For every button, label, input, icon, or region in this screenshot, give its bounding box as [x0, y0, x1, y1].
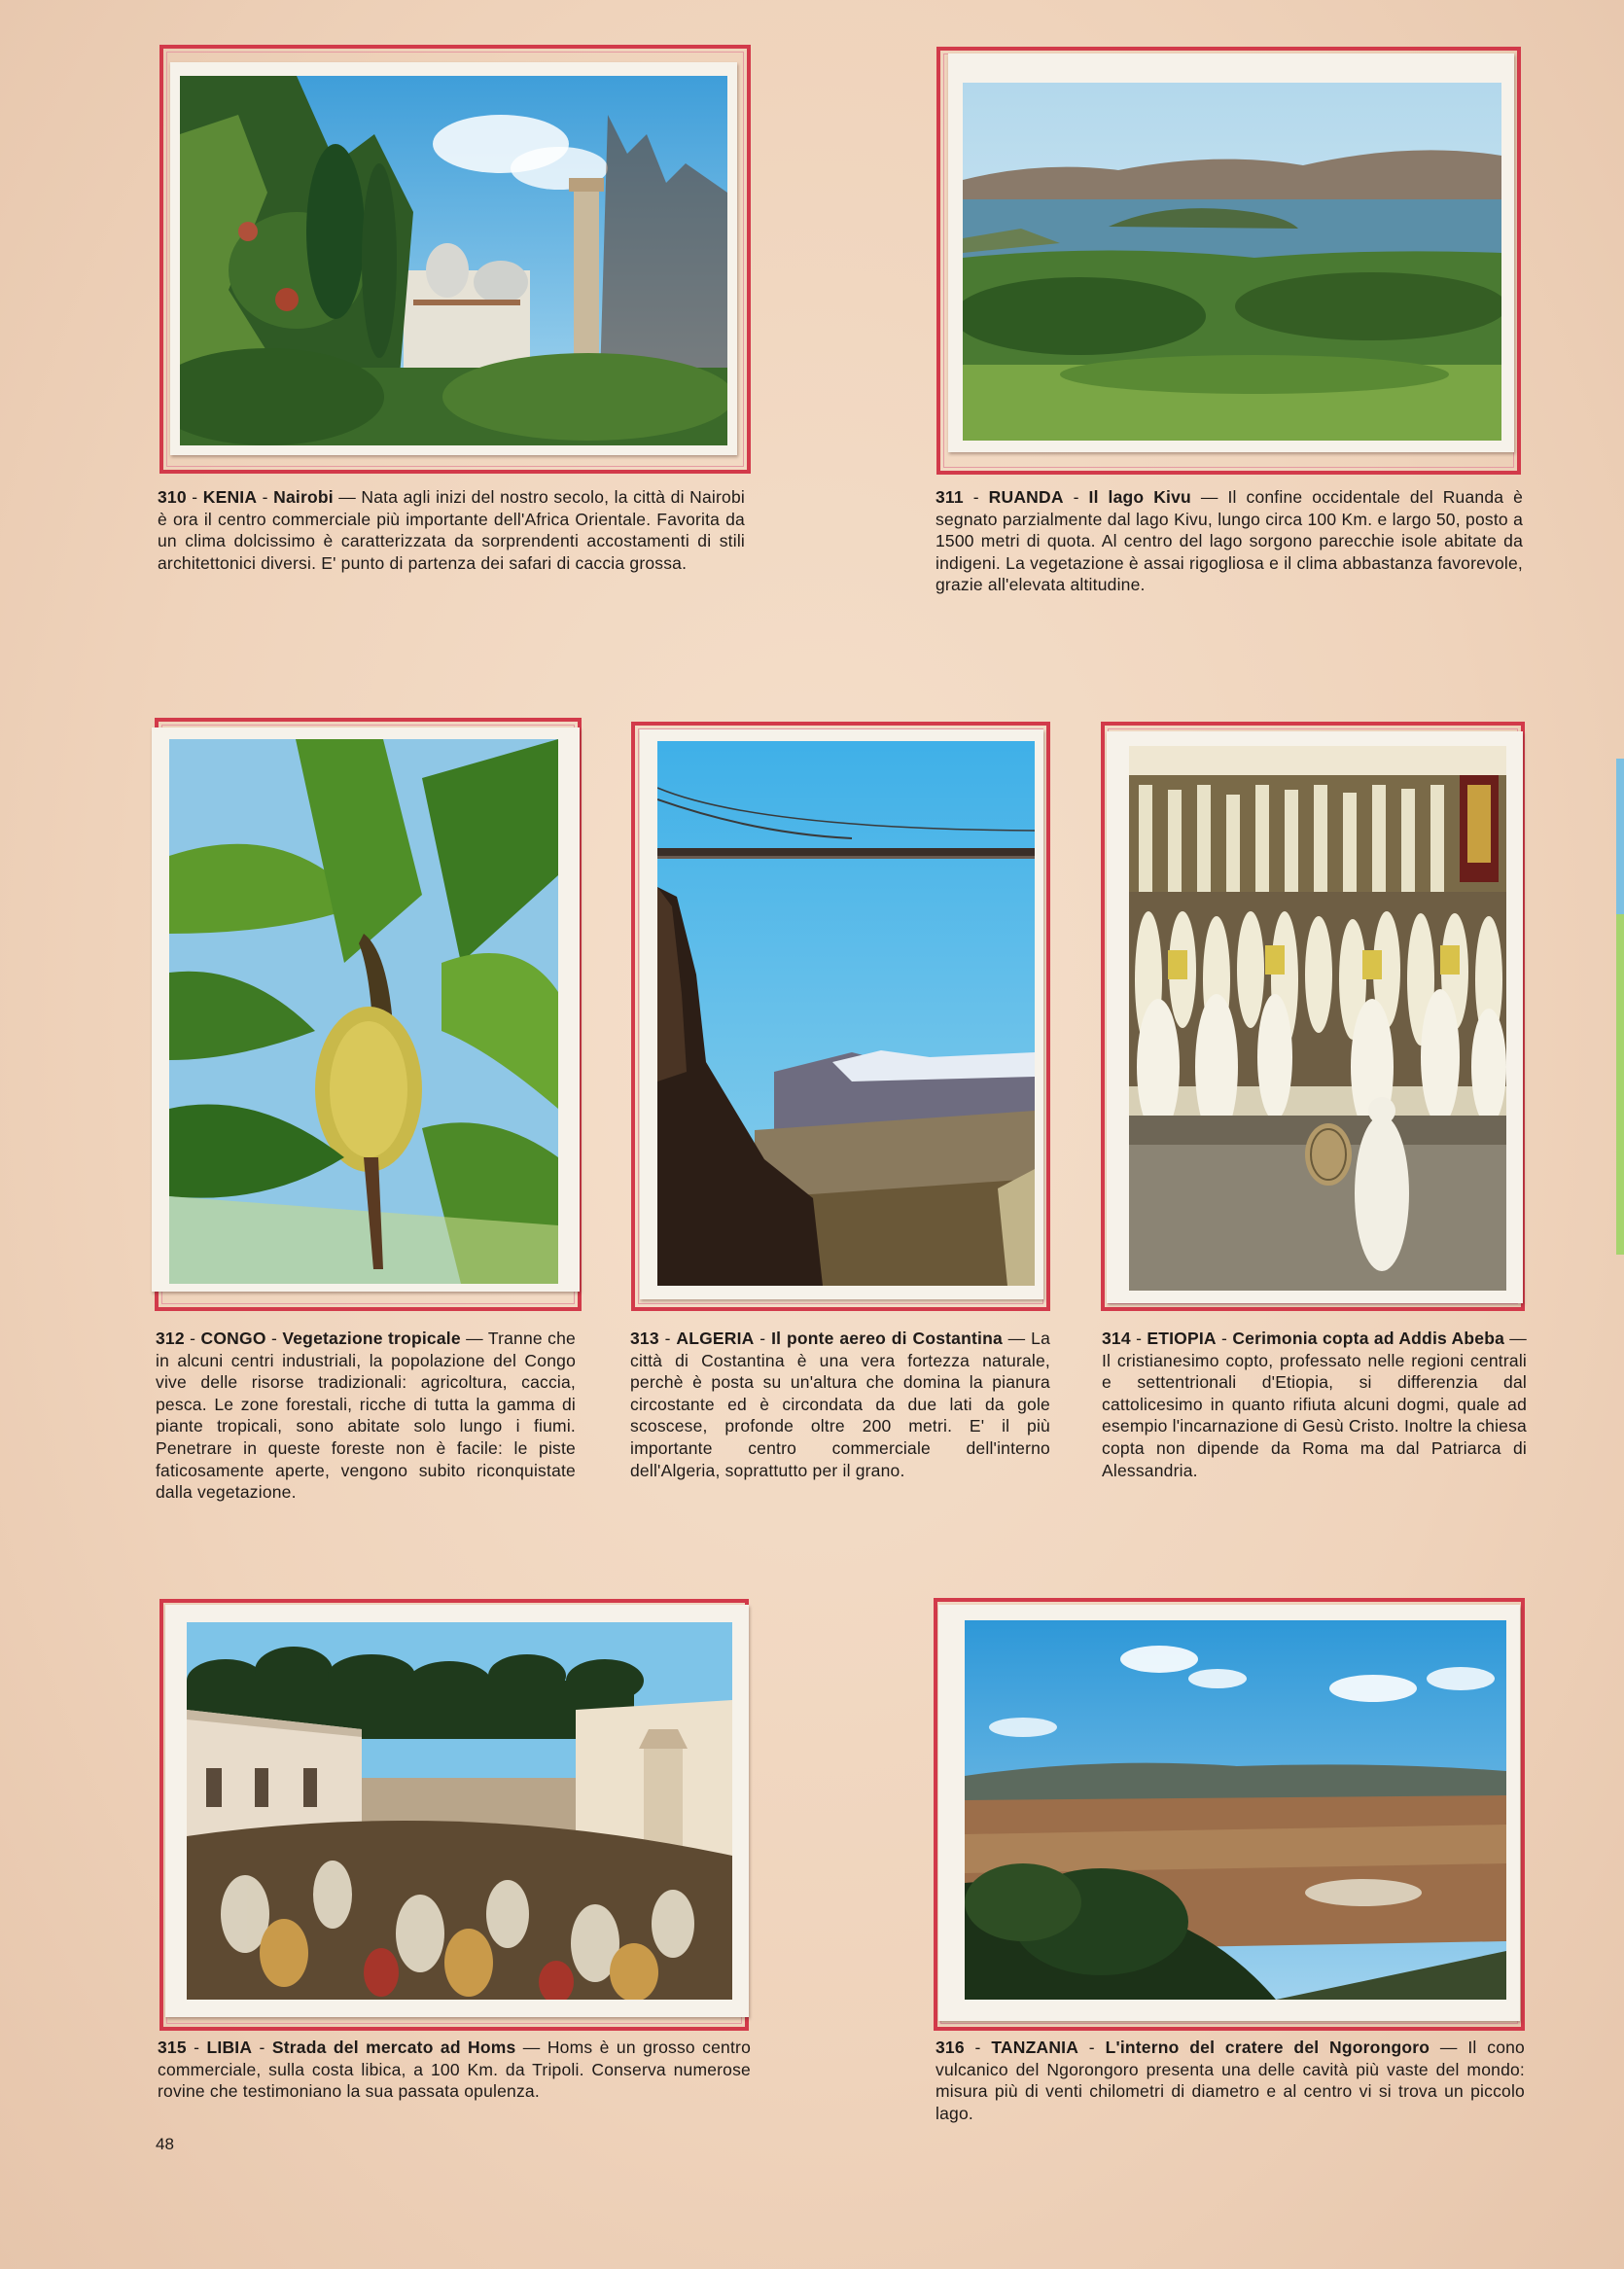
sticker-310: [170, 62, 737, 455]
sticker-314: [1107, 731, 1523, 1303]
card-number: 314: [1102, 1329, 1131, 1348]
card-text: Nata agli inizi del nostro secolo, la città di Nairobi è ora il centro commerciale più importante dell'Africa Orientale. Favorita da un clima dolcissimo è caratterizzata da sorprendenti accostamenti di stili architettonici diversi. E' punto di partenza dei safari di caccia grossa.: [158, 487, 745, 573]
card-country: RUANDA: [988, 487, 1064, 507]
card-text: Il cristianesimo copto, professato nelle regioni centrali e settentrionali d'Etiopia, si differenzia dal cattolicesimo in quanto rifiuta alcuni dogmi, quale ad esempio l'incarnazione di Gesù Cristo. Inoltre la chiesa copta non dipende da Roma ma dal Patriarca di Alessandria.: [1102, 1350, 1527, 1480]
card-country: LIBIA: [206, 2038, 253, 2057]
card-text: La città di Costantina è una vera fortezza naturale, perchè è posta su un'altura che domina la pianura circostante ed è circondata da due lati da gole scoscese, profonde oltre 200 metri. E' il più importante centro commerciale dell'interno dell'Algeria, soprattutto per il grano.: [630, 1329, 1051, 1480]
caption-310: 310 - KENIA - Nairobi — Nata agli inizi del nostro secolo, la città di Nairobi è ora il centro commerciale più importante dell'Africa Orientale. Favorita da un clima dolcissimo è caratterizzata da sorprendenti accostamenti di stili architettonici diversi. E' punto di partenza dei safari di caccia grossa.: [158, 487, 745, 573]
photo-algeria-ponte: [657, 741, 1035, 1286]
card-number: 313: [630, 1329, 659, 1348]
card-subject: Strada del mercato ad Homs: [271, 2038, 516, 2057]
photo-kenia-nairobi: [180, 76, 727, 445]
card-text: Homs è un grosso centro commerciale, sulla costa libica, a 100 Km. da Tripoli. Conserva numerose rovine che testimoniano la sua passata opulenza.: [158, 2038, 752, 2102]
card-country: KENIA: [202, 487, 258, 507]
card-subject: L'interno del cratere del Ngorongoro: [1105, 2038, 1430, 2057]
card-text: Il confine occidentale del Ruanda è segnato parzialmente dal lago Kivu, lungo circa 100 Km. e largo 50, posto a 1500 metri di quota. Al centro del lago sorgono parecchie isole abitate da indigeni. La vegetazione è assai rigogliosa e il clima abbastanza favorevole, grazie all'elevata altitudine.: [936, 487, 1524, 595]
card-subject: Vegetazione tropicale: [282, 1329, 461, 1348]
card-text: Tranne che in alcuni centri industriali, la popolazione del Congo vive delle risorse tradizionali: agricoltura, caccia, pesca. Le zone forestali, ricche di tutta la gamma di piante tropicali, sono abitate solo lungo i fiumi. Penetrare in queste foreste non è facile: le piste faticosamente aperte, vengono subito riconquistate dalla vegetazione.: [156, 1329, 576, 1503]
caption-311: 311 - RUANDA - Il lago Kivu — Il confine occidentale del Ruanda è segnato parzialmente dal lago Kivu, lungo circa 100 Km. e largo 50, posto a 1500 metri di quota. Al centro del lago sorgono parecchie isole abitate da indigeni. La vegetazione è assai rigogliosa e il clima abbastanza favorevole, grazie all'elevata altitudine.: [936, 487, 1524, 595]
card-number: 311: [936, 487, 964, 507]
page-number: 48: [156, 2135, 174, 2153]
photo-congo-vegetazione: [169, 739, 558, 1284]
sticker-313: [640, 729, 1043, 1299]
caption-312: 312 - CONGO - Vegetazione tropicale — Tranne che in alcuni centri industriali, la popolazione del Congo vive delle risorse tradizionali: agricoltura, caccia, pesca. Le zone forestali, ricche di tutta la gamma di piante tropicali, sono abitate solo lungo i fiumi. Penetrare in queste foreste non è facile: le piste faticosamente aperte, vengono subito riconquistate dalla vegetazione.: [156, 1329, 576, 1503]
card-text: Il cono vulcanico del Ngorongoro presenta una delle cavità più vaste del mondo: misura più di venti chilometri di diametro e al centro vi si trova un piccolo lago.: [936, 2038, 1525, 2123]
caption-315: 315 - LIBIA - Strada del mercato ad Homs — Homs è un grosso centro commerciale, sulla costa libica, a 100 Km. da Tripoli. Conserva numerose rovine che testimoniano la sua passata opulenza.: [158, 2038, 752, 2102]
card-country: ETIOPIA: [1147, 1329, 1217, 1348]
photo-tanzania-ngorongoro: [965, 1620, 1506, 2000]
card-subject: Nairobi: [273, 487, 334, 507]
sticker-316: [938, 1605, 1520, 2021]
card-subject: Cerimonia copta ad Addis Abeba: [1232, 1329, 1505, 1348]
card-number: 316: [936, 2038, 965, 2057]
photo-etiopia-cerimonia: [1129, 746, 1506, 1291]
sticker-311: [948, 53, 1514, 452]
photo-libia-mercato: [187, 1622, 732, 2000]
caption-314: 314 - ETIOPIA - Cerimonia copta ad Addis Abeba — Il cristianesimo copto, professato nelle regioni centrali e settentrionali d'Etiopia, si differenzia dal cattolicesimo in quanto rifiuta alcuni dogmi, quale ad esempio l'incarnazione di Gesù Cristo. Inoltre la chiesa copta non dipende da Roma ma dal Patriarca di Alessandria.: [1102, 1329, 1527, 1480]
card-subject: Il lago Kivu: [1088, 487, 1191, 507]
page-edge-strip: [1616, 759, 1624, 914]
caption-313: 313 - ALGERIA - Il ponte aereo di Costantina — La città di Costantina è una vera fortezza naturale, perchè è posta su un'altura che domina la pianura circostante ed è circondata da due lati da gole scoscese, profonde oltre 200 metri. E' il più importante centro commerciale dell'interno dell'Algeria, soprattutto per il grano.: [630, 1329, 1051, 1480]
card-number: 312: [156, 1329, 185, 1348]
sticker-315: [165, 1605, 749, 2017]
caption-316: 316 - TANZANIA - L'interno del cratere del Ngorongoro — Il cono vulcanico del Ngorongoro presenta una delle cavità più vaste del mondo: misura più di venti chilometri di diametro e al centro vi si trova un piccolo lago.: [936, 2038, 1525, 2123]
card-number: 310: [158, 487, 187, 507]
photo-ruanda-lago-kivu: [963, 83, 1501, 441]
page-edge-strip: [1616, 914, 1624, 1255]
sticker-312: [152, 727, 580, 1292]
card-country: ALGERIA: [676, 1329, 755, 1348]
card-subject: Il ponte aereo di Costantina: [771, 1329, 1003, 1348]
card-number: 315: [158, 2038, 187, 2057]
card-country: CONGO: [200, 1329, 266, 1348]
card-country: TANZANIA: [991, 2038, 1079, 2057]
